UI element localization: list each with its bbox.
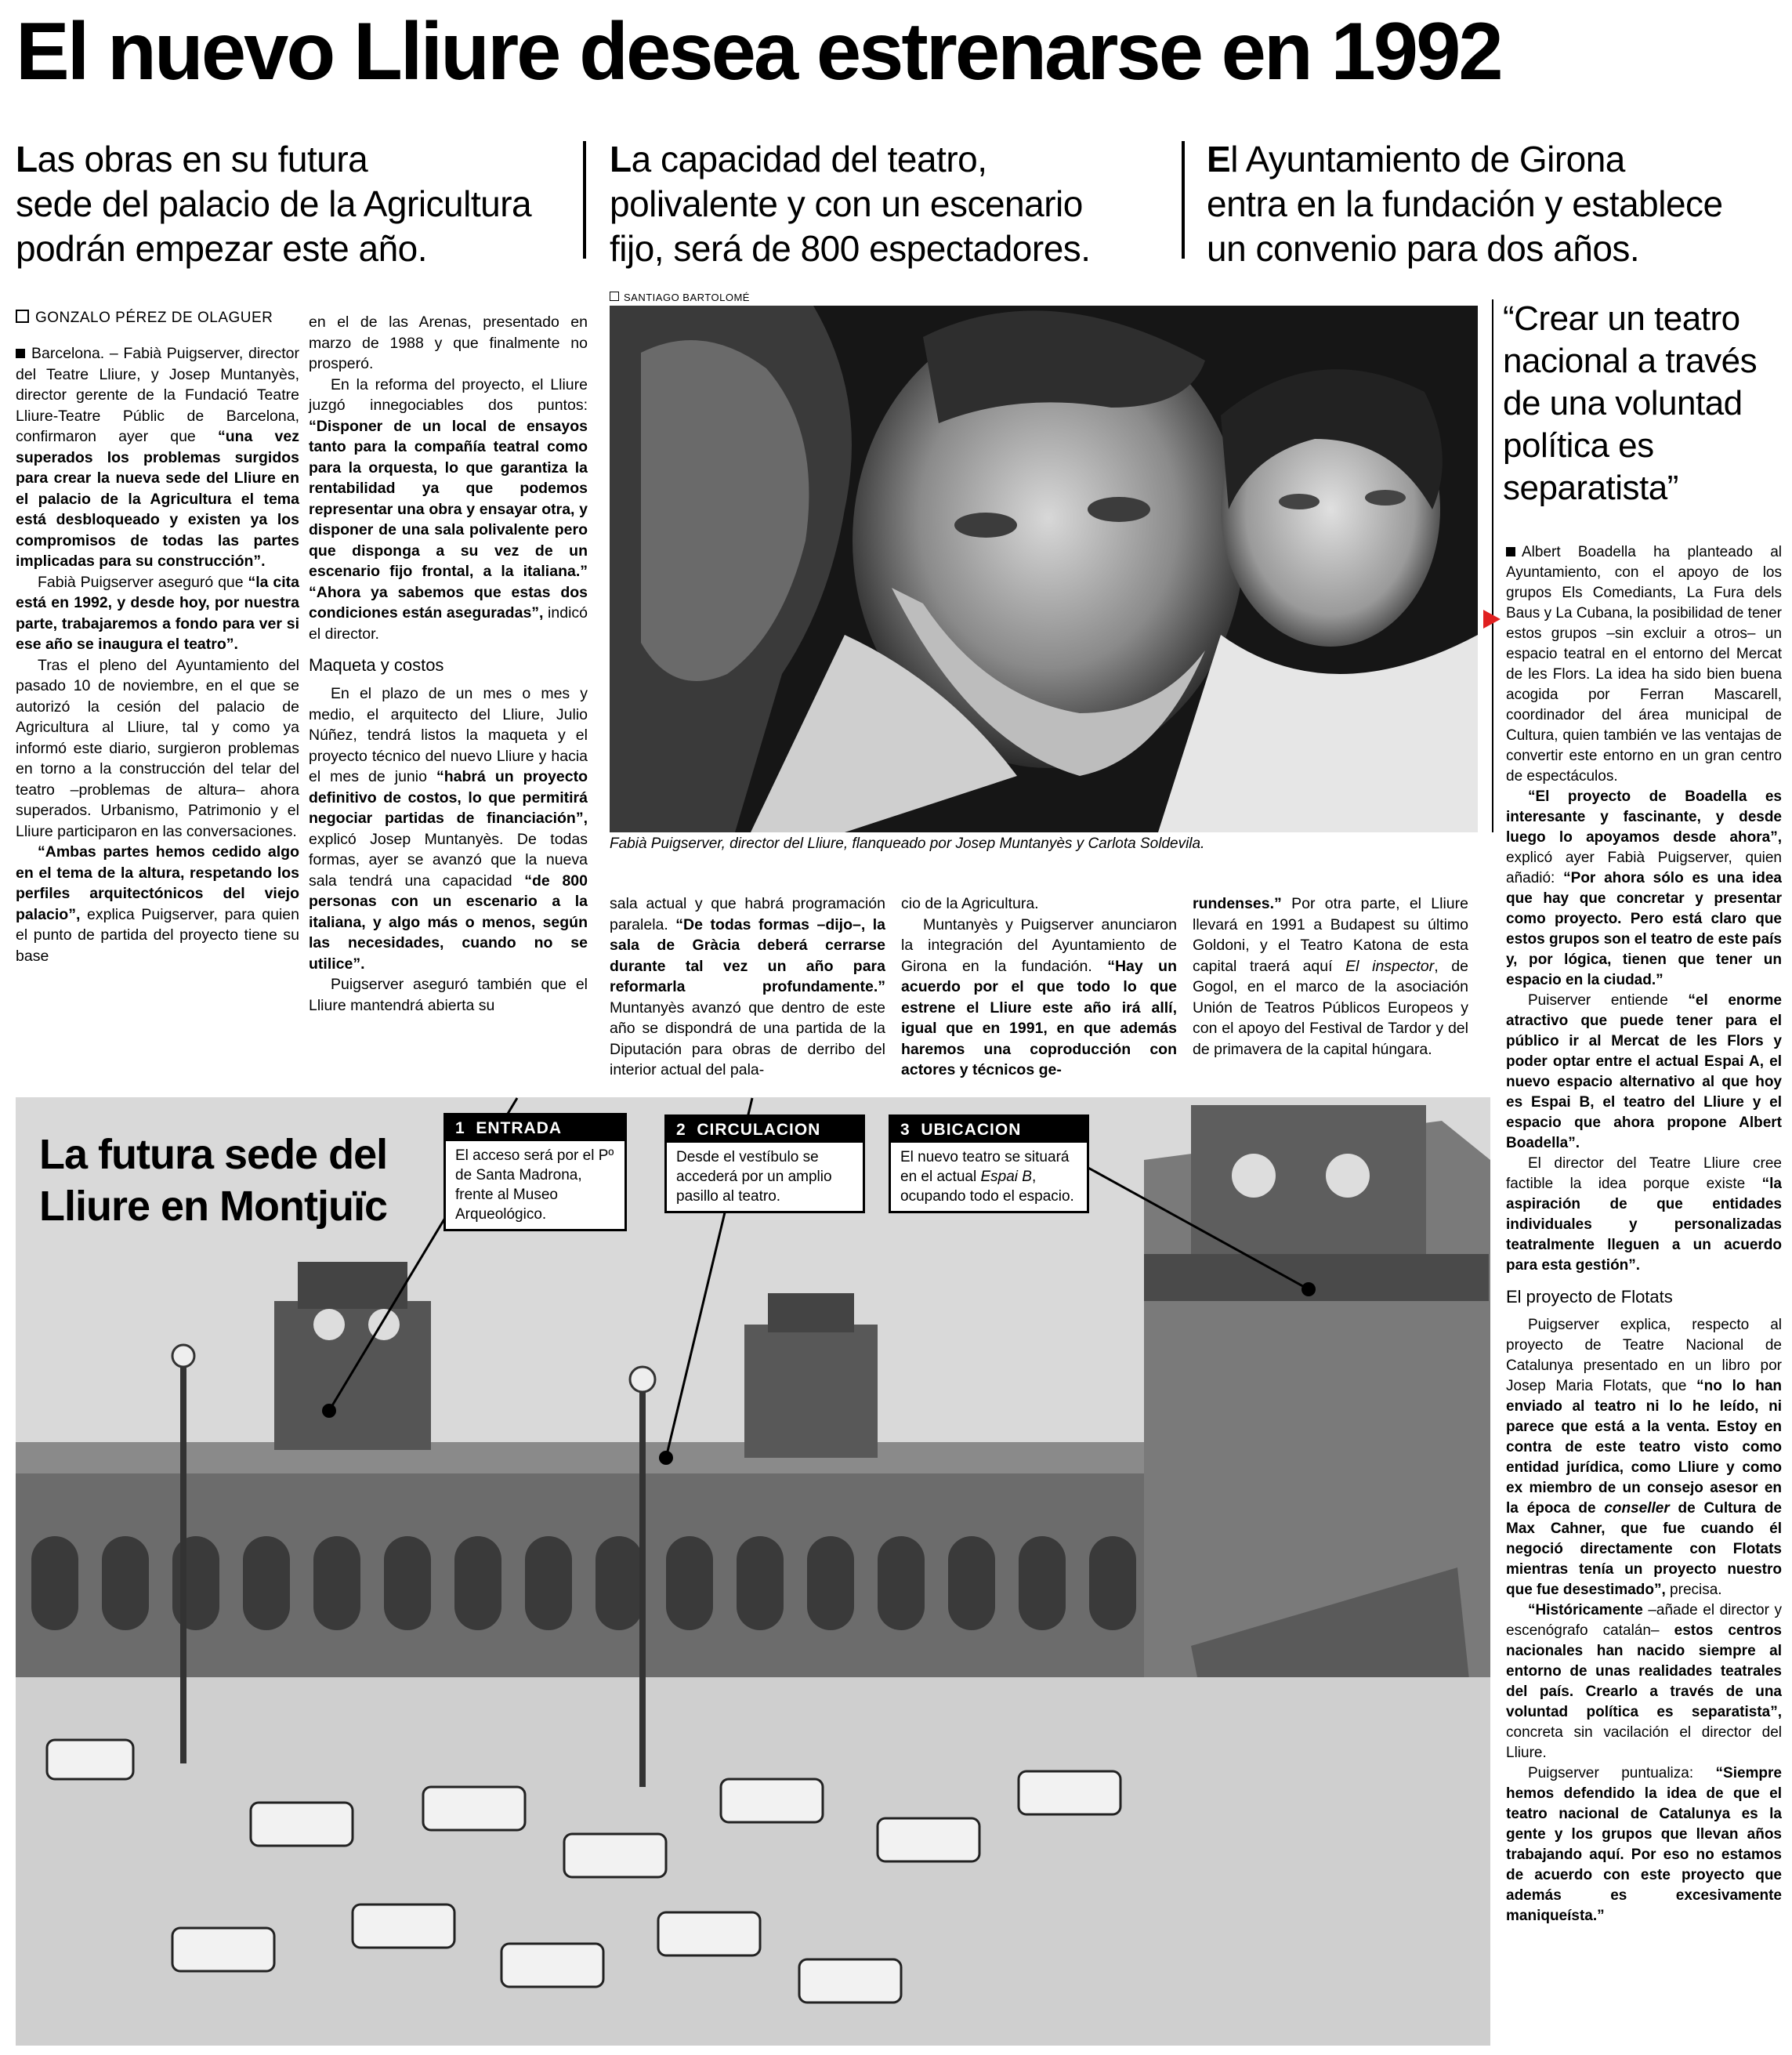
subhead-1: Las obras en su futura sede del palacio de la Agricultura podrán empezar este año. [16, 139, 532, 269]
callout-circulacion: 2 CIRCULACION Desde el vestíbulo se accederá por un amplio pasillo al teatro. [664, 1114, 865, 1213]
subtitle-maqueta: Maqueta y costos [309, 655, 444, 675]
red-arrow-icon [1483, 610, 1501, 629]
inset-title: La futura sede del Lliure en Montjuïc [39, 1131, 388, 1230]
paragraph-bullet-icon [16, 349, 25, 358]
column-rule [1182, 141, 1185, 259]
article-column-4: cio de la Agricultura. Muntanyès y Puigserver anunciaron la integración del Ayuntamiento de Girona en la fundación. “Hay un acuerdo por el que todo lo que estrene el Lliure este año irá allí, igual que en 1991, en que además haremos una coproducción con actores y técnicos ge- [901, 895, 1178, 1078]
portrait-photo [610, 306, 1478, 832]
subhead-3: El Ayuntamiento de Girona entra en la fundación y establece un convenio para dos años. [1207, 139, 1723, 269]
subhead-2: La capacidad del teatro, polivalente y con un escenario fijo, será de 800 espectadores. [610, 139, 1091, 269]
photo-caption: Fabià Puigserver, director del Lliure, flanqueado por Josep Muntanyès y Carlota Soldevila. [610, 835, 1205, 852]
credit-box-icon [610, 292, 619, 301]
building-photo-svg [16, 1097, 1490, 2046]
portrait-photo-svg [610, 306, 1478, 832]
subtitle-flotats: El proyecto de Flotats [1506, 1287, 1673, 1307]
building-photo [16, 1097, 1490, 2046]
byline: GONZALO PÉREZ DE OLAGUER [16, 310, 273, 327]
paragraph-bullet-icon [1506, 547, 1515, 556]
byline-box-icon [16, 310, 29, 323]
callout-entrada: 1 ENTRADA El acceso será por el Pº de Santa Madrona, frente al Museo Arqueológico. [443, 1113, 627, 1231]
article-column-2: en el de las Arenas, presentado en marzo de 1988 y que finalmente no prosperó. En la reforma del proyecto, el Lliure juzgó innegociables dos puntos: “Disponer de un local de ensayos tanto para la compañía teatral como para la orquesta, lo que garantiza la rentabilidad ya que podemos representar una obra y ensayar otra, y disponer de una sala polivalente pero que disponga a su vez de un escenario fijo frontal, a la italiana.” “Ahora ya sabemos que estas dos condiciones están aseguradas”, indicó el director. Maqueta y costos En el plazo de un mes o mes y medio, el arquitecto del Lliure, Julio Núñez, tendrá listos la maqueta y el proyecto técnico del nuevo Lliure y hacia el mes de junio “habrá un proyecto definitivo de costos, lo que permitirá negociar partidas de financiación”, explicó Josep Muntanyès. De todas formas, ayer se avanzó que la nueva sala tendrá una capacidad “de 800 personas con un escenario a la italiana, y algo más o menos, según las necesidades, cuando no se utilice”. Puigserver aseguró también que el Lliure mantendrá abierta su [309, 314, 588, 1014]
column-rule [583, 141, 586, 259]
sidebar-column: Albert Boadella ha planteado al Ayuntamiento, con el apoyo de los grupos Els Comediants, La Fura dels Baus y La Cubana, la posibilidad de tener estos grupos –sin excluir a otros– un espacio teatral en el entorno del Mercat de les Flors. La idea ha sido bien buena acogida por Ferran Mascarell, coordinador del área municipal de Cultura, quien también ve las ventajas de convertir este entorno en un gran centro de espectáculos. “El proyecto de Boadella es interesante y fascinante, y desde luego lo apoyamos desde ahora”, explicó ayer Fabià Puigserver, quien añadió: “Por ahora sólo es una idea que hay que concretar y presentar como proyecto. Pero está claro que estos grupos son el teatro de este país y, por lógica, tienen que tener un espacio en la ciudad.” Puiserver entiende “el enorme atractivo que puede tener para el público ir al Mercat de les Flors y poder optar entre el actual Espai A, el nuevo espacio alternativo al que hoy es Espai B, el teatro del Lliure y el espacio que ahora propone Albert Boadella”. El director del Teatre Lliure cree factible la idea porque existe “la aspiración de que entidades individuales y personalizadas teatralmente lleguen a un acuerdo para esta gestión”. El proyecto de Flotats Puigserver explica, respecto al proyecto de Teatre Nacional de Catalunya presentado en un libro por Josep Maria Flotats, que “no lo han enviado al teatro ni lo he leído, ni parece que está a la venta. Estoy en contra de este teatro visto como entidad jurídica, como Lliure y como ex miembro de un consejo asesor en la época de conseller de Cultura de Max Cahner, que fue cuando él negoció directamente con Flotats mientras tenía un proyecto nuestro que fue desestimado”, precisa. “Históricamente –añade el director y escenógrafo catalán– estos centros nacionales han nacido siempre al entorno de unas realidades teatrales del país. Crearlo a través de una voluntad política es separatista”, concreta sin vacilación el director del Lliure. Puigserver puntualiza: “Siempre hemos defendido la idea de que el teatro nacional de Catalunya es la gente y los grupos que llevan años trabajando aquí. Por eso no estamos de acuerdo con este proyecto que además es excesivamente maniqueísta.” [1506, 544, 1783, 1924]
pullquote: “Crear un teatro nacional a través de una voluntad política es separatista” [1503, 299, 1758, 507]
sidebar-rule [1492, 299, 1493, 832]
article-column-3: sala actual y que habrá programación paralela. “De todas formas –dijo–, la sala de Gràcia deberá cerrarse durante tal vez un año para reformarla profundamente.” Muntanyès avanzó que dentro de este año se dispondrá de una partida de la Diputación para obras de derribo del interior actual del pala- [610, 895, 886, 1078]
photo-credit: SANTIAGO BARTOLOMÉ [610, 292, 750, 303]
headline: El nuevo Lliure desea estrenarse en 1992 [16, 6, 1501, 97]
callout-ubicacion: 3 UBICACION El nuevo teatro se situará en el actual Espai B, ocupando todo el espacio. [889, 1114, 1089, 1213]
article-column-1: Barcelona. – Fabià Puigserver, director del Teatre Lliure, y Josep Muntanyès, director gerente de la Fundació Teatre Lliure-Teatre Públic de Barcelona, confirmaron ayer que “una vez superados los problemas surgidos para crear la nueva sede del Lliure en el palacio de la Agricultura el tema está desbloqueado y existen ya los compromisos de todas las partes implicadas para su construcción”. Fabià Puigserver aseguró que “la cita está en 1992, y desde hoy, por nuestra parte, trabajaremos a fondo para ver si ese año se inaugura el teatro”. Tras el pleno del Ayuntamiento del pasado 10 de noviembre, en el que se autorizó la cesión del palacio de Agricultura al Lliure, tal y como ya informó este diario, surgieron problemas en torno a la construcción del telar del teatro –problemas de altura– ahora superados. Urbanismo, Patrimonio y el Lliure participaron en las conversaciones. “Ambas partes hemos cedido algo en el tema de la altura, respetando los perfiles arquitectónicos del viejo palacio”, explica Puigserver, para quien el punto de partida del proyecto tiene su base [16, 345, 299, 965]
article-column-5: rundenses.” Por otra parte, el Lliure llevará en 1991 a Budapest su último Goldoni, y el Teatro Katona de esta capital traerá aquí El inspector, de Gogol, en el marco de la asociación Unión de Teatros Públicos Europeos y con el apoyo del Festival de Tardor y del de primavera de la capital húngara. [1193, 895, 1468, 1058]
